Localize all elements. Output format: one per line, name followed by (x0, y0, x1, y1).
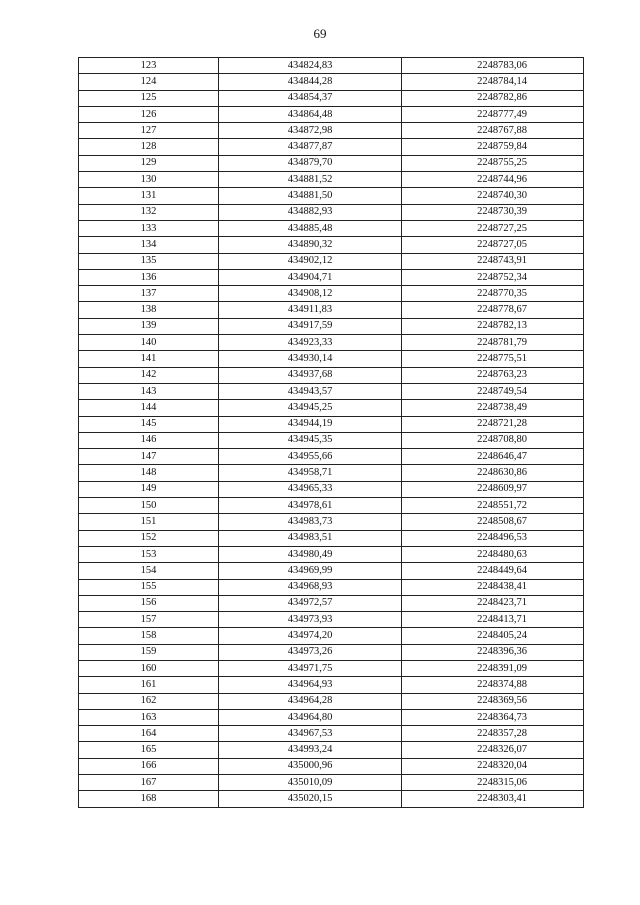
x-coordinate-cell: 434974,20 (219, 628, 402, 644)
point-number-cell: 131 (79, 188, 219, 204)
y-coordinate-cell: 2248727,05 (402, 237, 584, 253)
point-number-cell: 126 (79, 106, 219, 122)
point-number-cell: 137 (79, 286, 219, 302)
y-coordinate-cell: 2248740,30 (402, 188, 584, 204)
point-number-cell: 145 (79, 416, 219, 432)
x-coordinate-cell: 434980,49 (219, 546, 402, 562)
y-coordinate-cell: 2248646,47 (402, 449, 584, 465)
table-row (79, 269, 584, 285)
x-coordinate-cell: 434943,57 (219, 383, 402, 399)
x-coordinate-cell: 434879,70 (219, 155, 402, 171)
y-coordinate-cell: 2248763,23 (402, 367, 584, 383)
table-row (79, 318, 584, 334)
x-coordinate-cell: 434930,14 (219, 351, 402, 367)
x-coordinate-cell: 434882,93 (219, 204, 402, 220)
point-number-cell: 156 (79, 595, 219, 611)
x-coordinate-cell: 434937,68 (219, 367, 402, 383)
table-row (79, 530, 584, 546)
table-row (79, 563, 584, 579)
table-row (79, 139, 584, 155)
x-coordinate-cell: 434964,93 (219, 677, 402, 693)
table-row (79, 172, 584, 188)
x-coordinate-cell: 434978,61 (219, 498, 402, 514)
table-row (79, 90, 584, 106)
table-row (79, 775, 584, 791)
point-number-cell: 125 (79, 90, 219, 106)
point-number-cell: 164 (79, 726, 219, 742)
x-coordinate-cell: 434944,19 (219, 416, 402, 432)
point-number-cell: 167 (79, 775, 219, 791)
x-coordinate-cell: 434964,80 (219, 709, 402, 725)
point-number-cell: 157 (79, 612, 219, 628)
point-number-cell: 158 (79, 628, 219, 644)
x-coordinate-cell: 434945,25 (219, 400, 402, 416)
table-row (79, 302, 584, 318)
y-coordinate-cell: 2248438,41 (402, 579, 584, 595)
y-coordinate-cell: 2248405,24 (402, 628, 584, 644)
point-number-cell: 133 (79, 220, 219, 236)
table-row (79, 628, 584, 644)
y-coordinate-cell: 2248777,49 (402, 106, 584, 122)
point-number-cell: 162 (79, 693, 219, 709)
coordinates-table (78, 57, 584, 808)
table-row (79, 74, 584, 90)
table-row (79, 465, 584, 481)
table-row (79, 416, 584, 432)
x-coordinate-cell: 434964,28 (219, 693, 402, 709)
y-coordinate-cell: 2248755,25 (402, 155, 584, 171)
point-number-cell: 168 (79, 791, 219, 807)
y-coordinate-cell: 2248303,41 (402, 791, 584, 807)
point-number-cell: 161 (79, 677, 219, 693)
point-number-cell: 166 (79, 758, 219, 774)
x-coordinate-cell: 434877,87 (219, 139, 402, 155)
y-coordinate-cell: 2248778,67 (402, 302, 584, 318)
point-number-cell: 129 (79, 155, 219, 171)
x-coordinate-cell: 434872,98 (219, 123, 402, 139)
y-coordinate-cell: 2248781,79 (402, 335, 584, 351)
point-number-cell: 144 (79, 400, 219, 416)
x-coordinate-cell: 435010,09 (219, 775, 402, 791)
point-number-cell: 154 (79, 563, 219, 579)
x-coordinate-cell: 434983,51 (219, 530, 402, 546)
point-number-cell: 136 (79, 269, 219, 285)
y-coordinate-cell: 2248727,25 (402, 220, 584, 236)
x-coordinate-cell: 434967,53 (219, 726, 402, 742)
y-coordinate-cell: 2248738,49 (402, 400, 584, 416)
point-number-cell: 147 (79, 449, 219, 465)
point-number-cell: 148 (79, 465, 219, 481)
table-row (79, 742, 584, 758)
y-coordinate-cell: 2248775,51 (402, 351, 584, 367)
x-coordinate-cell: 434881,50 (219, 188, 402, 204)
y-coordinate-cell: 2248374,88 (402, 677, 584, 693)
coordinates-table-body (79, 58, 584, 808)
y-coordinate-cell: 2248721,28 (402, 416, 584, 432)
x-coordinate-cell: 434958,71 (219, 465, 402, 481)
page-number: 69 (313, 26, 327, 41)
table-row (79, 498, 584, 514)
y-coordinate-cell: 2248743,91 (402, 253, 584, 269)
x-coordinate-cell: 434890,32 (219, 237, 402, 253)
x-coordinate-cell: 434971,75 (219, 660, 402, 676)
x-coordinate-cell: 434972,57 (219, 595, 402, 611)
y-coordinate-cell: 2248396,36 (402, 644, 584, 660)
table-row (79, 58, 584, 74)
point-number-cell: 146 (79, 432, 219, 448)
table-row (79, 660, 584, 676)
point-number-cell: 123 (79, 58, 219, 74)
table-row (79, 595, 584, 611)
x-coordinate-cell: 434973,93 (219, 612, 402, 628)
x-coordinate-cell: 434885,48 (219, 220, 402, 236)
table-row (79, 514, 584, 530)
y-coordinate-cell: 2248782,13 (402, 318, 584, 334)
x-coordinate-cell: 434973,26 (219, 644, 402, 660)
point-number-cell: 130 (79, 172, 219, 188)
table-row (79, 400, 584, 416)
point-number-cell: 159 (79, 644, 219, 660)
x-coordinate-cell: 434911,83 (219, 302, 402, 318)
table-row (79, 106, 584, 122)
x-coordinate-cell: 434945,35 (219, 432, 402, 448)
table-row (79, 123, 584, 139)
table-row (79, 367, 584, 383)
table-row (79, 220, 584, 236)
table-row (79, 546, 584, 562)
point-number-cell: 151 (79, 514, 219, 530)
point-number-cell: 128 (79, 139, 219, 155)
y-coordinate-cell: 2248551,72 (402, 498, 584, 514)
table-row (79, 286, 584, 302)
x-coordinate-cell: 434824,83 (219, 58, 402, 74)
y-coordinate-cell: 2248783,06 (402, 58, 584, 74)
point-number-cell: 134 (79, 237, 219, 253)
x-coordinate-cell: 434965,33 (219, 481, 402, 497)
point-number-cell: 165 (79, 742, 219, 758)
y-coordinate-cell: 2248744,96 (402, 172, 584, 188)
y-coordinate-cell: 2248759,84 (402, 139, 584, 155)
x-coordinate-cell: 434864,48 (219, 106, 402, 122)
y-coordinate-cell: 2248391,09 (402, 660, 584, 676)
x-coordinate-cell: 434955,66 (219, 449, 402, 465)
y-coordinate-cell: 2248708,80 (402, 432, 584, 448)
point-number-cell: 150 (79, 498, 219, 514)
y-coordinate-cell: 2248326,07 (402, 742, 584, 758)
x-coordinate-cell: 434908,12 (219, 286, 402, 302)
x-coordinate-cell: 434983,73 (219, 514, 402, 530)
y-coordinate-cell: 2248609,97 (402, 481, 584, 497)
table-row (79, 204, 584, 220)
point-number-cell: 124 (79, 74, 219, 90)
y-coordinate-cell: 2248782,86 (402, 90, 584, 106)
y-coordinate-cell: 2248784,14 (402, 74, 584, 90)
y-coordinate-cell: 2248508,67 (402, 514, 584, 530)
point-number-cell: 141 (79, 351, 219, 367)
point-number-cell: 160 (79, 660, 219, 676)
x-coordinate-cell: 434917,59 (219, 318, 402, 334)
table-row (79, 791, 584, 807)
y-coordinate-cell: 2248752,34 (402, 269, 584, 285)
point-number-cell: 138 (79, 302, 219, 318)
y-coordinate-cell: 2248767,88 (402, 123, 584, 139)
point-number-cell: 142 (79, 367, 219, 383)
x-coordinate-cell: 435000,96 (219, 758, 402, 774)
x-coordinate-cell: 434881,52 (219, 172, 402, 188)
y-coordinate-cell: 2248770,35 (402, 286, 584, 302)
y-coordinate-cell: 2248630,86 (402, 465, 584, 481)
table-row (79, 644, 584, 660)
x-coordinate-cell: 434854,37 (219, 90, 402, 106)
point-number-cell: 149 (79, 481, 219, 497)
y-coordinate-cell: 2248320,04 (402, 758, 584, 774)
table-row (79, 383, 584, 399)
x-coordinate-cell: 434902,12 (219, 253, 402, 269)
table-row (79, 335, 584, 351)
table-row (79, 612, 584, 628)
point-number-cell: 127 (79, 123, 219, 139)
x-coordinate-cell: 434969,99 (219, 563, 402, 579)
table-row (79, 758, 584, 774)
point-number-cell: 163 (79, 709, 219, 725)
x-coordinate-cell: 434844,28 (219, 74, 402, 90)
table-row (79, 155, 584, 171)
x-coordinate-cell: 435020,15 (219, 791, 402, 807)
point-number-cell: 155 (79, 579, 219, 595)
table-row (79, 677, 584, 693)
point-number-cell: 132 (79, 204, 219, 220)
y-coordinate-cell: 2248364,73 (402, 709, 584, 725)
y-coordinate-cell: 2248449,64 (402, 563, 584, 579)
table-row (79, 449, 584, 465)
point-number-cell: 140 (79, 335, 219, 351)
point-number-cell: 135 (79, 253, 219, 269)
x-coordinate-cell: 434923,33 (219, 335, 402, 351)
table-row (79, 253, 584, 269)
point-number-cell: 152 (79, 530, 219, 546)
point-number-cell: 153 (79, 546, 219, 562)
point-number-cell: 139 (79, 318, 219, 334)
x-coordinate-cell: 434968,93 (219, 579, 402, 595)
table-row (79, 579, 584, 595)
y-coordinate-cell: 2248496,53 (402, 530, 584, 546)
y-coordinate-cell: 2248369,56 (402, 693, 584, 709)
table-row (79, 188, 584, 204)
table-row (79, 237, 584, 253)
y-coordinate-cell: 2248423,71 (402, 595, 584, 611)
y-coordinate-cell: 2248730,39 (402, 204, 584, 220)
y-coordinate-cell: 2248480,63 (402, 546, 584, 562)
table-row (79, 432, 584, 448)
x-coordinate-cell: 434904,71 (219, 269, 402, 285)
x-coordinate-cell: 434993,24 (219, 742, 402, 758)
table-row (79, 726, 584, 742)
table-row (79, 481, 584, 497)
table-row (79, 709, 584, 725)
y-coordinate-cell: 2248413,71 (402, 612, 584, 628)
y-coordinate-cell: 2248749,54 (402, 383, 584, 399)
table-row (79, 693, 584, 709)
y-coordinate-cell: 2248315,06 (402, 775, 584, 791)
y-coordinate-cell: 2248357,28 (402, 726, 584, 742)
point-number-cell: 143 (79, 383, 219, 399)
table-row (79, 351, 584, 367)
